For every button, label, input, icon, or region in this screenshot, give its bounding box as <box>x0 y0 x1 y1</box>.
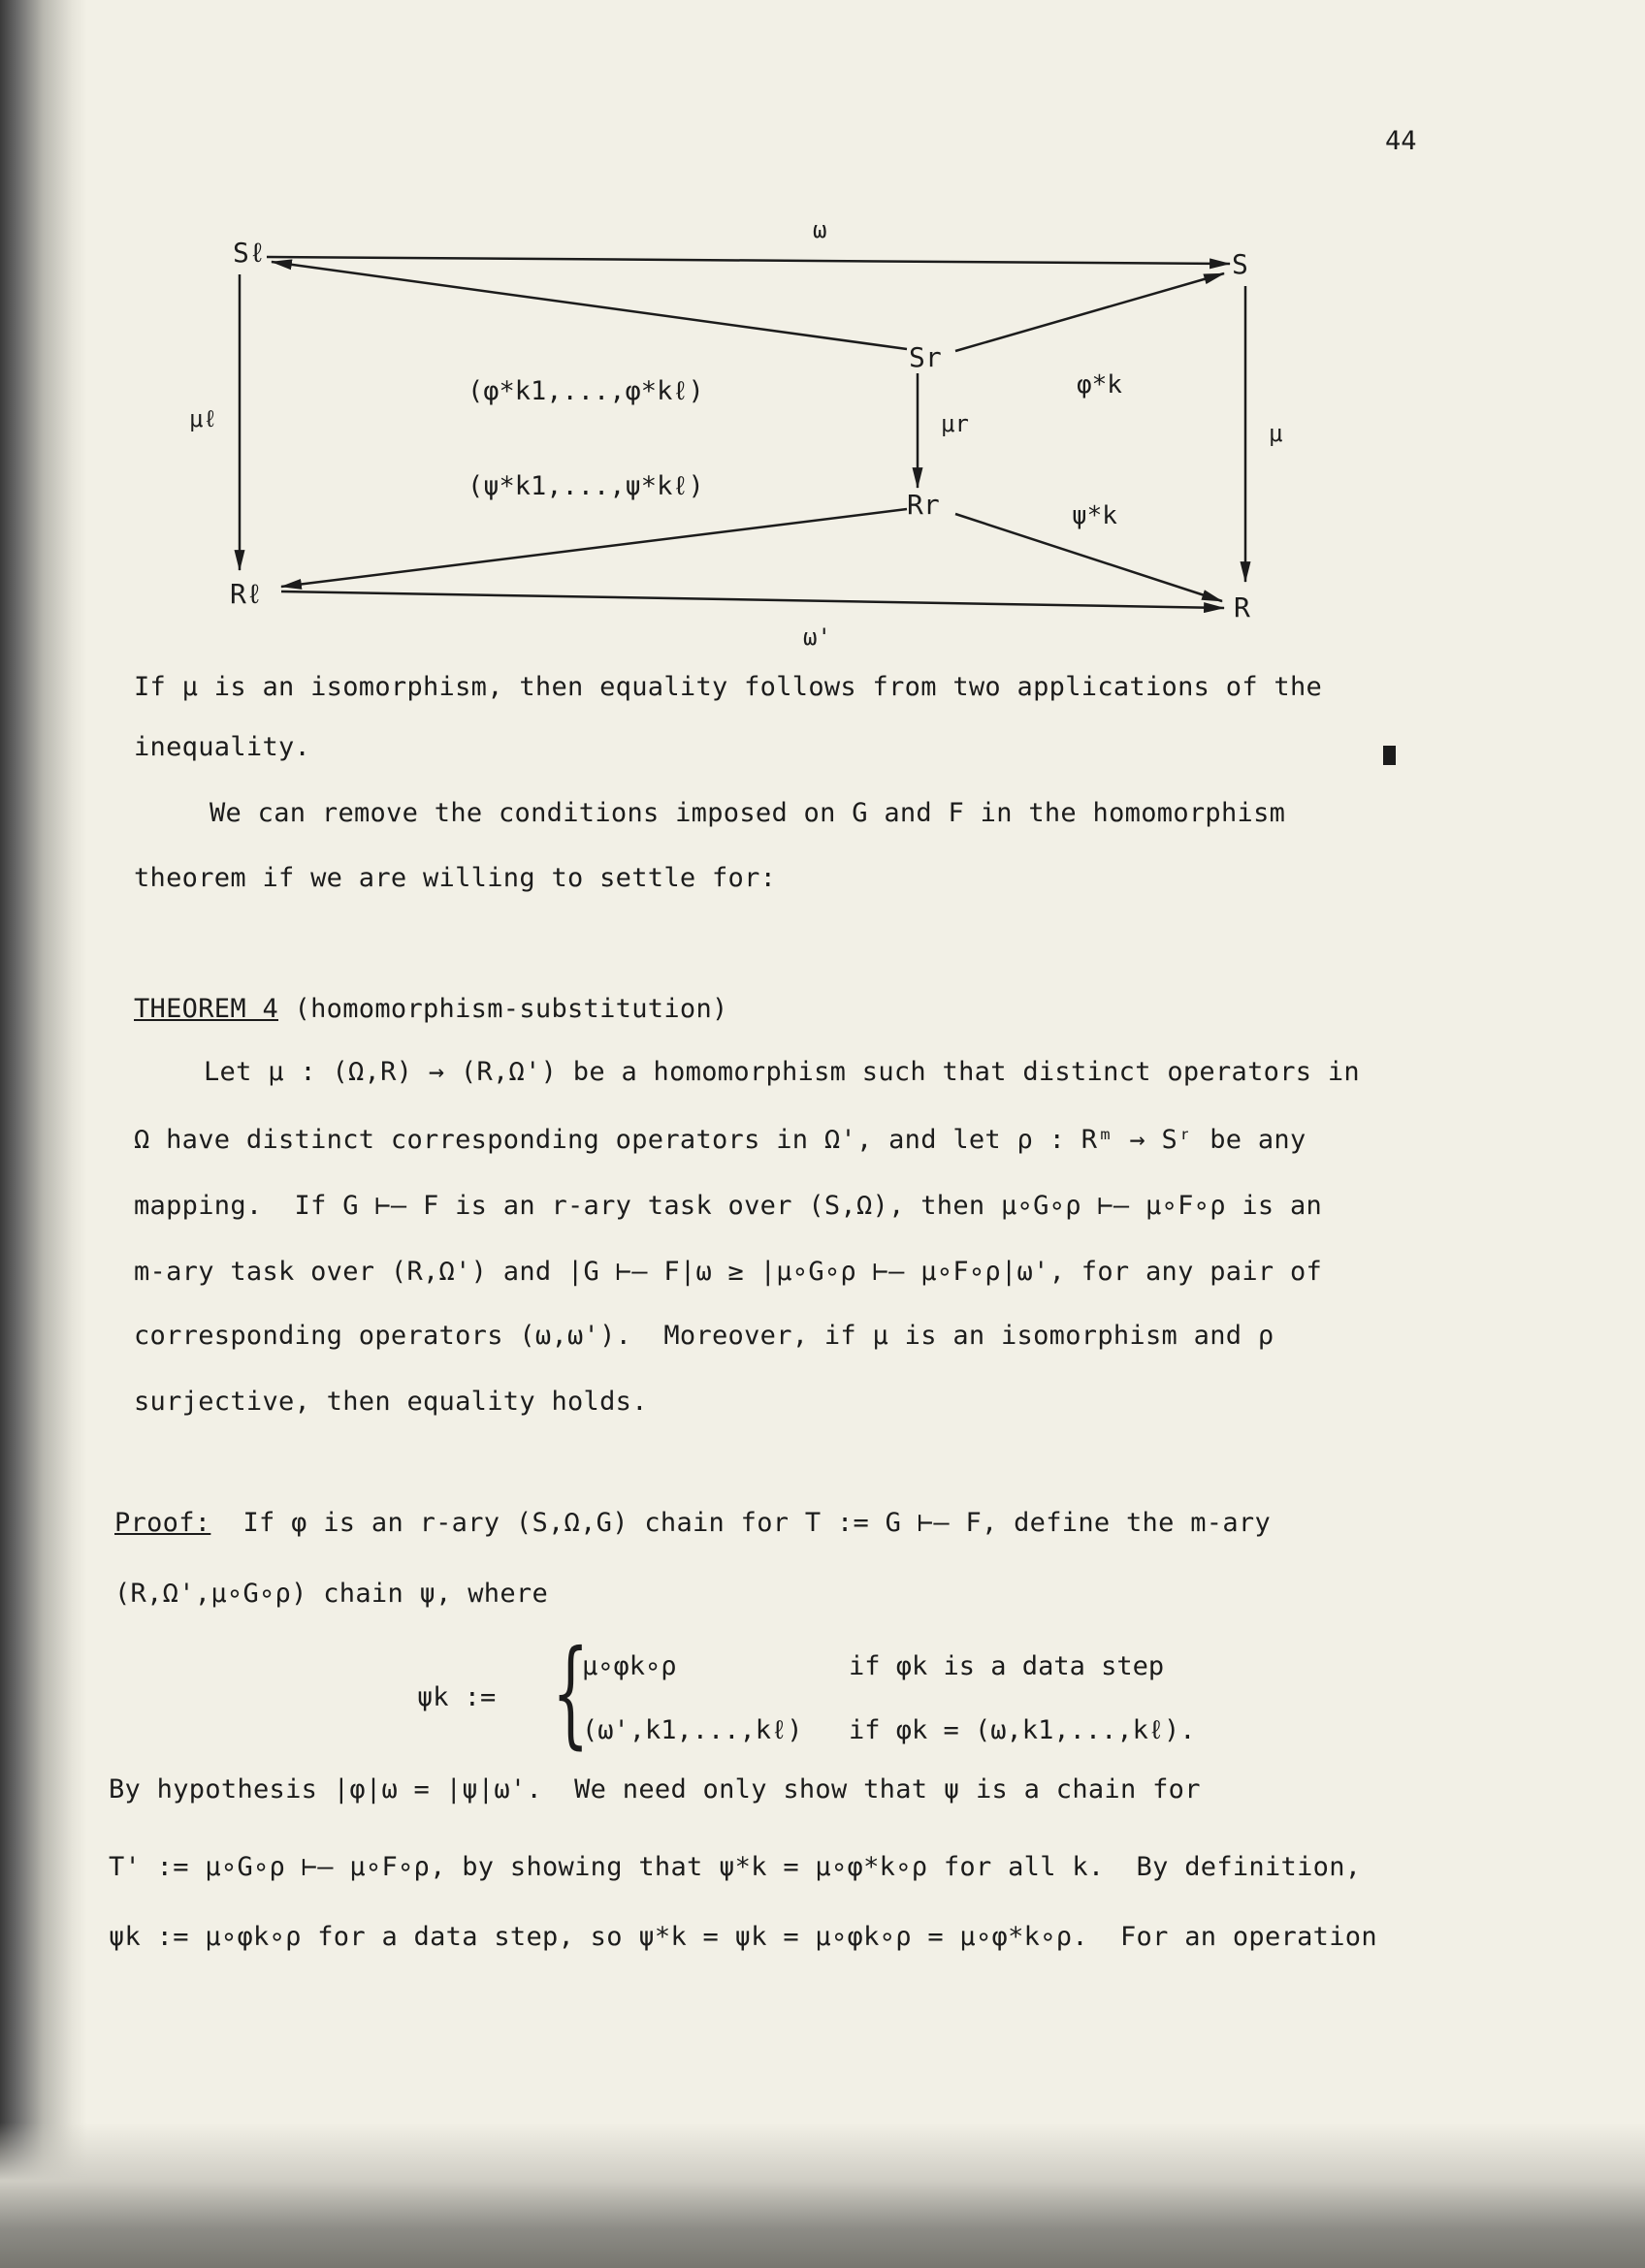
text-line: If μ is an isomorphism, then equality follows from two applications of the <box>134 672 1323 702</box>
arrow-sr-to-sl <box>272 262 907 349</box>
definition-case2-condition: if φk = (ω,k1,...,kℓ). <box>849 1715 1196 1745</box>
label-psi-k: ψ*k <box>1072 501 1117 530</box>
scan-bottom-edge-shadow <box>0 2123 1645 2268</box>
definition-case1-condition: if φk is a data step <box>849 1651 1165 1681</box>
theorem-subtitle: (homomorphism-substitution) <box>278 994 728 1024</box>
arrow-omega-bottom <box>281 591 1224 608</box>
text-line: mapping. If G ⊢— F is an r-ary task over (S,Ω), then μ∘G∘ρ ⊢— μ∘F∘ρ is an <box>134 1191 1323 1221</box>
label-psi-tuple: (ψ*k1,...,ψ*kℓ) <box>468 471 704 501</box>
arrow-omega-top <box>267 257 1230 264</box>
text-line: inequality. <box>134 732 311 762</box>
definition-case1-value: μ∘φk∘ρ <box>582 1651 677 1681</box>
text-line: theorem if we are willing to settle for: <box>134 863 777 893</box>
arrow-rr-to-rl <box>281 509 907 587</box>
definition-case2-value: (ω',k1,...,kℓ) <box>582 1715 803 1745</box>
definition-lhs: ψk := <box>417 1682 497 1712</box>
text-line: surjective, then equality holds. <box>134 1387 648 1417</box>
text-line: ψk := μ∘φk∘ρ for a data step, so ψ*k = ψk = μ∘φk∘ρ = μ∘φ*k∘ρ. For an operation <box>109 1922 1377 1952</box>
text-line: Ω have distinct corresponding operators in Ω', and let ρ : Rᵐ → Sʳ be any <box>134 1125 1306 1155</box>
node-r-l: Rℓ <box>230 578 263 610</box>
node-r-r: Rr <box>907 489 940 521</box>
theorem-heading <box>134 994 728 1024</box>
text-line: By hypothesis |φ|ω = |ψ|ω'. We need only show that ψ is a chain for <box>109 1774 1201 1805</box>
chain-definition <box>417 1626 1290 1770</box>
text-line: We can remove the conditions imposed on G and F in the homomorphism <box>210 798 1286 828</box>
label-omega-top: ω <box>813 216 827 243</box>
qed-mark <box>1383 746 1396 765</box>
node-s-l: Sℓ <box>233 237 266 269</box>
proof-line <box>114 1508 1271 1538</box>
proof-text: If φ is an r-ary (S,Ω,G) chain for T := G ⊢— F, define the m-ary <box>210 1508 1271 1538</box>
arrow-sr-to-s <box>955 273 1224 351</box>
label-phi-tuple: (φ*k1,...,φ*kℓ) <box>468 376 704 406</box>
proof-heading: Proof: <box>114 1508 211 1538</box>
label-mu: μ <box>1269 420 1283 447</box>
label-omega-bottom: ω' <box>803 623 831 651</box>
text-line: m-ary task over (R,Ω') and |G ⊢— F|ω ≥ |μ∘G∘ρ ⊢— μ∘F∘ρ|ω', for any pair of <box>134 1257 1323 1287</box>
text-line: Let μ : (Ω,R) → (R,Ω') be a homomorphism such that distinct operators in <box>204 1057 1360 1087</box>
node-r: R <box>1234 591 1250 623</box>
label-phi-k: φ*k <box>1077 370 1122 399</box>
text-line: T' := μ∘G∘ρ ⊢— μ∘F∘ρ, by showing that ψ*k = μ∘φ*k∘ρ for all k. By definition, <box>109 1852 1362 1882</box>
label-mu-r: μr <box>941 410 969 437</box>
node-s: S <box>1232 248 1248 280</box>
left-brace-symbol: { <box>552 1626 590 1761</box>
theorem-title: THEOREM 4 <box>134 994 278 1024</box>
node-s-r: Sr <box>909 341 942 373</box>
page-number: 44 <box>1385 126 1417 156</box>
label-mu-l: μℓ <box>189 405 217 432</box>
text-line: corresponding operators (ω,ω'). Moreover, if μ is an isomorphism and ρ <box>134 1321 1274 1351</box>
text-line: (R,Ω',μ∘G∘ρ) chain ψ, where <box>114 1579 548 1609</box>
commutative-diagram <box>0 0 1645 679</box>
